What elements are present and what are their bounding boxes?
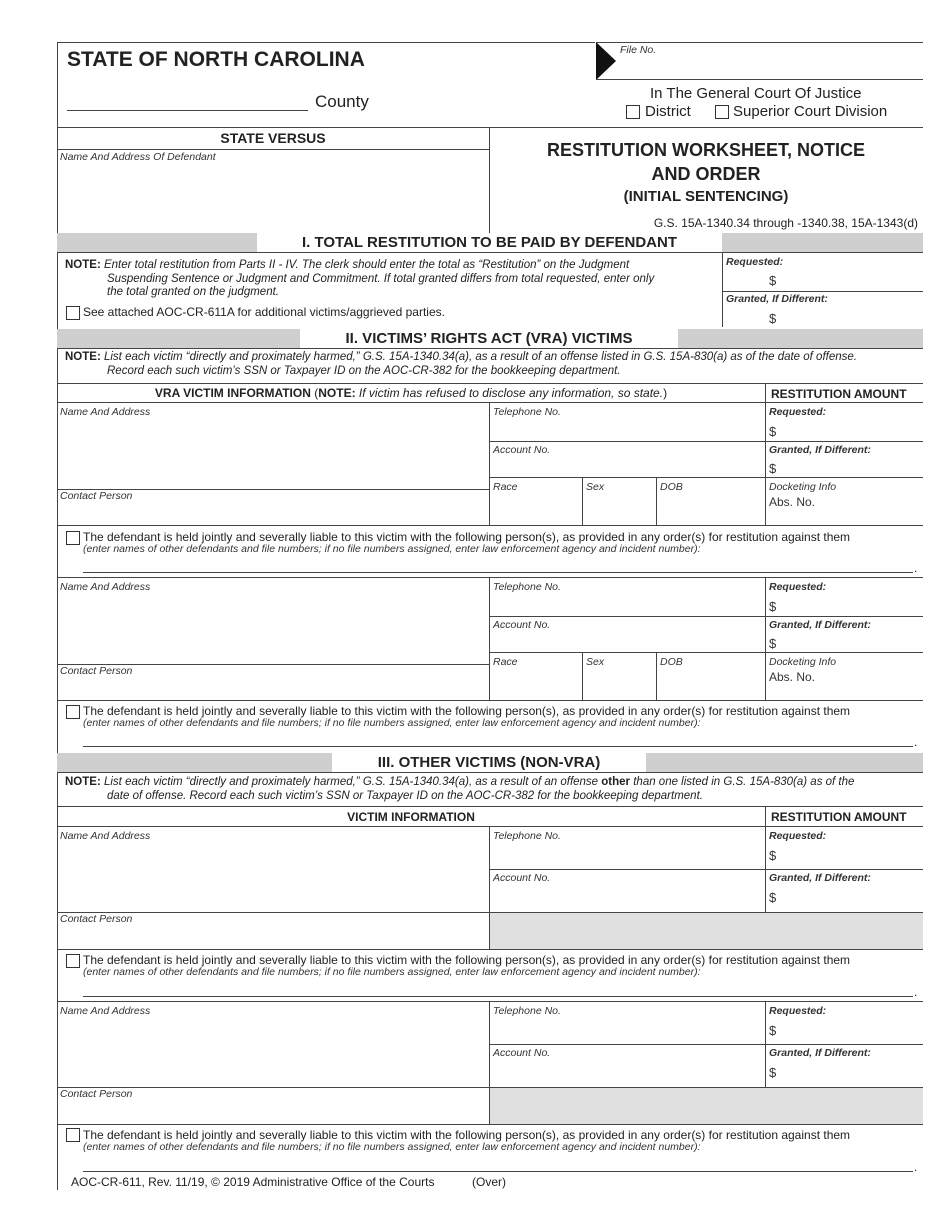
account-label: Account No. [493,1047,551,1059]
joint-names-line[interactable] [83,746,913,747]
dob-label: DOB [660,481,683,493]
divider [57,525,923,526]
joint-liability-checkbox[interactable] [66,705,80,719]
joint-liability-text: The defendant is held jointly and severally liable to this victim with the following person(s), as provided in any order(s) for restitution against them [83,1128,851,1142]
see-attached-label: See attached AOC-CR-611A for additional victims/aggrieved parties. [83,305,445,319]
joint-liability-hint: (enter names of other defendants and file numbers; if no file numbers assigned, enter law enforcement agency and incident number): [83,966,701,978]
divider [582,652,583,700]
divider [765,652,923,653]
name-address-label: Name And Address [60,406,151,418]
granted-label: Granted, If Different: [769,619,871,631]
divider [765,1044,923,1045]
section2-title: II. VICTIMS’ RIGHTS ACT (VRA) VICTIMS [300,329,678,348]
file-no-line[interactable] [596,79,923,80]
abs-no-field[interactable]: Abs. No. [769,670,816,684]
divider [765,441,923,442]
form-title-1: RESTITUTION WORKSHEET, NOTICE [546,140,865,160]
divider [57,149,489,150]
requested-field[interactable]: $ [769,848,777,863]
divider [57,949,923,950]
granted-field[interactable]: $ [769,461,777,476]
joint-liability-checkbox[interactable] [66,1128,80,1142]
docketing-label: Docketing Info [769,481,837,493]
divider [57,806,923,807]
file-arrow-icon [596,42,618,80]
requested-field[interactable]: $ [769,424,777,439]
name-address-label: Name And Address [60,581,151,593]
divider [57,700,923,701]
divider [57,772,923,773]
divider [489,441,765,442]
joint-names-line[interactable] [83,1171,913,1172]
granted-field[interactable]: $ [769,890,777,905]
divider [489,652,765,653]
period: . [914,735,918,749]
section3-note: NOTE: List each victim “directly and proximately harmed,” G.S. 15A-1340.34(a), as a result of an offense other than one listed in G.S. 15A-830(a) as of the date of offense. Record each such victim’s SSN or Taxpayer ID on the AOC-CR-382 for the bookkeeping department. [65,776,855,802]
requested-label: Requested: [769,830,827,842]
divider [722,252,723,327]
docketing-label: Docketing Info [769,656,837,668]
name-address-label: Name And Address [60,1005,151,1017]
divider [582,477,583,525]
requested-label: Requested: [769,406,827,418]
total-granted-label: Granted, If Different: [726,293,828,305]
requested-label: Requested: [769,581,827,593]
divider [656,652,657,700]
telephone-label: Telephone No. [493,581,561,593]
divider [57,348,923,349]
district-checkbox[interactable] [626,105,640,119]
joint-liability-hint: (enter names of other defendants and file numbers; if no file numbers assigned, enter law enforcement agency and incident number): [83,717,701,729]
divider [489,869,765,870]
divider [489,616,765,617]
joint-liability-checkbox[interactable] [66,954,80,968]
granted-label: Granted, If Different: [769,872,871,884]
account-label: Account No. [493,872,551,884]
joint-liability-checkbox[interactable] [66,531,80,545]
superior-label: Superior Court Division [733,103,888,120]
race-label: Race [493,656,518,668]
section2-note: NOTE: List each victim “directly and proximately harmed,” G.S. 15A-1340.34(a), as a result of an offense listed in G.S. 15A-830(a) as of the date of offense. Record each such victim’s SSN or Taxpayer ID on the AOC-CR-382 for the bookkeeping department. [65,351,857,377]
period: . [914,985,918,999]
divider [765,577,766,700]
divider [656,477,657,525]
contact-label: Contact Person [60,490,133,502]
sex-label: Sex [586,656,605,668]
account-label: Account No. [493,619,551,631]
divider [57,127,923,128]
contact-label: Contact Person [60,1088,133,1100]
divider [489,477,765,478]
divider [57,1001,923,1002]
total-granted-field[interactable]: $ [769,311,777,326]
district-label: District [645,103,691,120]
divider [489,1044,765,1045]
see-attached-checkbox[interactable] [66,306,80,320]
defendant-name-label: Name And Address Of Defendant [60,151,216,163]
divider [765,477,923,478]
joint-liability-hint: (enter names of other defendants and file numbers; if no file numbers assigned, enter law enforcement agency and incident number): [83,1141,701,1153]
form-number: AOC-CR-611, Rev. 11/19, © 2019 Administrative Office of the Courts [71,1175,435,1189]
telephone-label: Telephone No. [493,406,561,418]
joint-names-line[interactable] [83,572,913,573]
granted-field[interactable]: $ [769,636,777,651]
shaded-area [490,1088,923,1124]
divider [765,616,923,617]
period: . [914,1160,918,1174]
file-no-top [596,42,923,43]
section3-title: III. OTHER VICTIMS (NON-VRA) [332,753,646,772]
granted-field[interactable]: $ [769,1065,777,1080]
county-label: County [315,92,369,111]
sex-label: Sex [586,481,605,493]
requested-field[interactable]: $ [769,599,777,614]
divider [57,826,923,827]
dob-label: DOB [660,656,683,668]
granted-label: Granted, If Different: [769,444,871,456]
divider [489,577,490,700]
contact-label: Contact Person [60,913,133,925]
section1-title: I. TOTAL RESTITUTION TO BE PAID BY DEFENDANT [257,233,722,252]
divider [57,1124,923,1125]
divider [57,383,923,384]
telephone-label: Telephone No. [493,1005,561,1017]
divider [489,402,490,525]
name-address-label: Name And Address [60,830,151,842]
race-label: Race [493,481,518,493]
vra-amount-header: RESTITUTION AMOUNT [771,387,907,401]
abs-no-field[interactable]: Abs. No. [769,495,816,509]
superior-checkbox[interactable] [715,105,729,119]
state-title: STATE OF NORTH CAROLINA [67,48,365,71]
total-requested-field[interactable]: $ [769,273,777,288]
state-versus: STATE VERSUS [220,130,326,146]
vra-info-header: VRA VICTIM INFORMATION (NOTE: If victim has refused to disclose any information, so state.) [154,386,668,400]
joint-liability-text: The defendant is held jointly and severally liable to this victim with the following person(s), as provided in any order(s) for restitution against them [83,530,851,544]
divider [57,252,923,253]
file-no-label: File No. [620,44,657,56]
requested-label: Requested: [769,1005,827,1017]
section1-note: NOTE: Enter total restitution from Parts II - IV. The clerk should enter the total as “Restitution” on the Judgment Suspending Sentence or Judgment and Commitment. If total granted differs from total requested, enter only the total granted on the judgment. [65,259,655,298]
joint-liability-hint: (enter names of other defendants and file numbers; if no file numbers assigned, enter law enforcement agency and incident number): [83,543,701,555]
joint-liability-text: The defendant is held jointly and severally liable to this victim with the following person(s), as provided in any order(s) for restitution against them [83,953,851,967]
statute: G.S. 15A-1340.34 through -1340.38, 15A-1343(d) [653,216,918,230]
over-label: (Over) [472,1175,506,1189]
divider [722,291,923,292]
telephone-label: Telephone No. [493,830,561,842]
granted-label: Granted, If Different: [769,1047,871,1059]
left-border [57,42,58,1190]
divider [765,869,923,870]
joint-liability-text: The defendant is held jointly and severally liable to this victim with the following person(s), as provided in any order(s) for restitution against them [83,704,851,718]
requested-field[interactable]: $ [769,1023,777,1038]
non-vra-amount-header: RESTITUTION AMOUNT [771,810,907,824]
form-title-3: (INITIAL SENTENCING) [623,188,789,205]
divider [57,577,923,578]
top-border [57,42,595,43]
form-title-2: AND ORDER [651,164,761,184]
divider [57,402,923,403]
account-label: Account No. [493,444,551,456]
victim-info-header: VICTIM INFORMATION [347,810,475,824]
divider [765,383,766,402]
county-line[interactable] [67,110,308,111]
divider [765,402,766,525]
period: . [914,561,918,575]
total-requested-label: Requested: [726,256,784,268]
contact-label: Contact Person [60,665,133,677]
shaded-area [490,913,923,949]
joint-names-line[interactable] [83,996,913,997]
court-text: In The General Court Of Justice [650,85,862,102]
divider [765,806,766,826]
